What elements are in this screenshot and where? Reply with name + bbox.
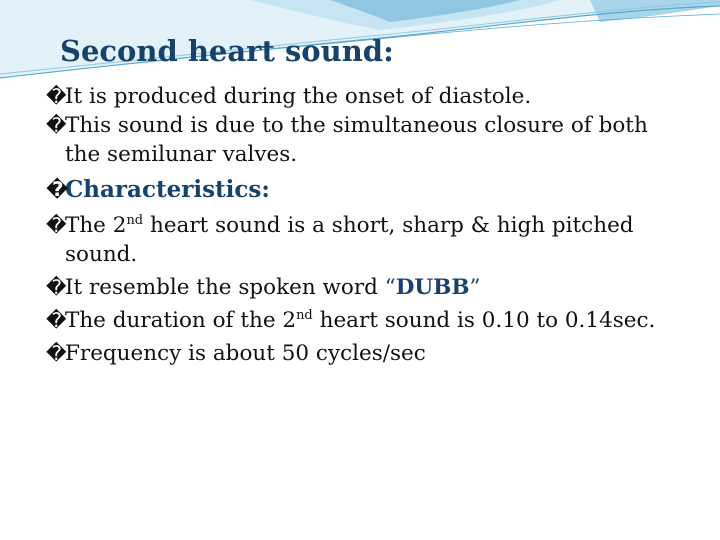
bullet-text: The duration of the 2 — [65, 308, 297, 333]
bullet-text: The 2 — [65, 213, 127, 238]
open-quote: “ — [384, 275, 396, 300]
characteristics-heading — [46, 175, 706, 204]
superscript-nd: nd — [126, 212, 144, 228]
bullet-text-line-1: This sound is due to the simultaneous closure of both — [65, 113, 648, 138]
bullet-icon: � — [46, 275, 67, 299]
bullet-spoken-word — [46, 273, 706, 302]
bullet-valve-closure — [46, 111, 706, 169]
superscript-nd: nd — [296, 307, 313, 323]
bullet-text: Frequency is about 50 cycles/sec — [65, 341, 426, 366]
close-quote: ” — [469, 275, 481, 300]
slide-title: Second heart sound: — [60, 34, 394, 68]
bullet-text: It is produced during the onset of diastole. — [65, 84, 532, 109]
bullet-text: It resemble the spoken word — [65, 275, 385, 300]
bullet-sound-quality — [46, 211, 706, 269]
bullet-icon: � — [46, 341, 67, 365]
bullet-icon: � — [46, 84, 67, 108]
heading-text: Characteristics: — [65, 176, 270, 203]
bullet-icon: � — [46, 113, 67, 137]
bullet-diastole-onset — [46, 82, 706, 111]
bullet-text-line-2: the semilunar valves. — [65, 142, 298, 167]
bullet-duration — [46, 306, 706, 335]
bullet-icon: � — [46, 177, 69, 201]
slide-body — [46, 82, 706, 368]
bullet-icon: � — [46, 308, 67, 332]
bullet-text-cont: heart sound is 0.10 to 0.14sec. — [312, 308, 656, 333]
bullet-frequency — [46, 339, 706, 368]
bullet-text-cont: heart sound is a short, sharp & high pitched — [143, 213, 634, 238]
bullet-icon: � — [46, 213, 67, 237]
bullet-text-line-2: sound. — [65, 242, 138, 267]
dubb-word: DUBB — [395, 275, 470, 300]
